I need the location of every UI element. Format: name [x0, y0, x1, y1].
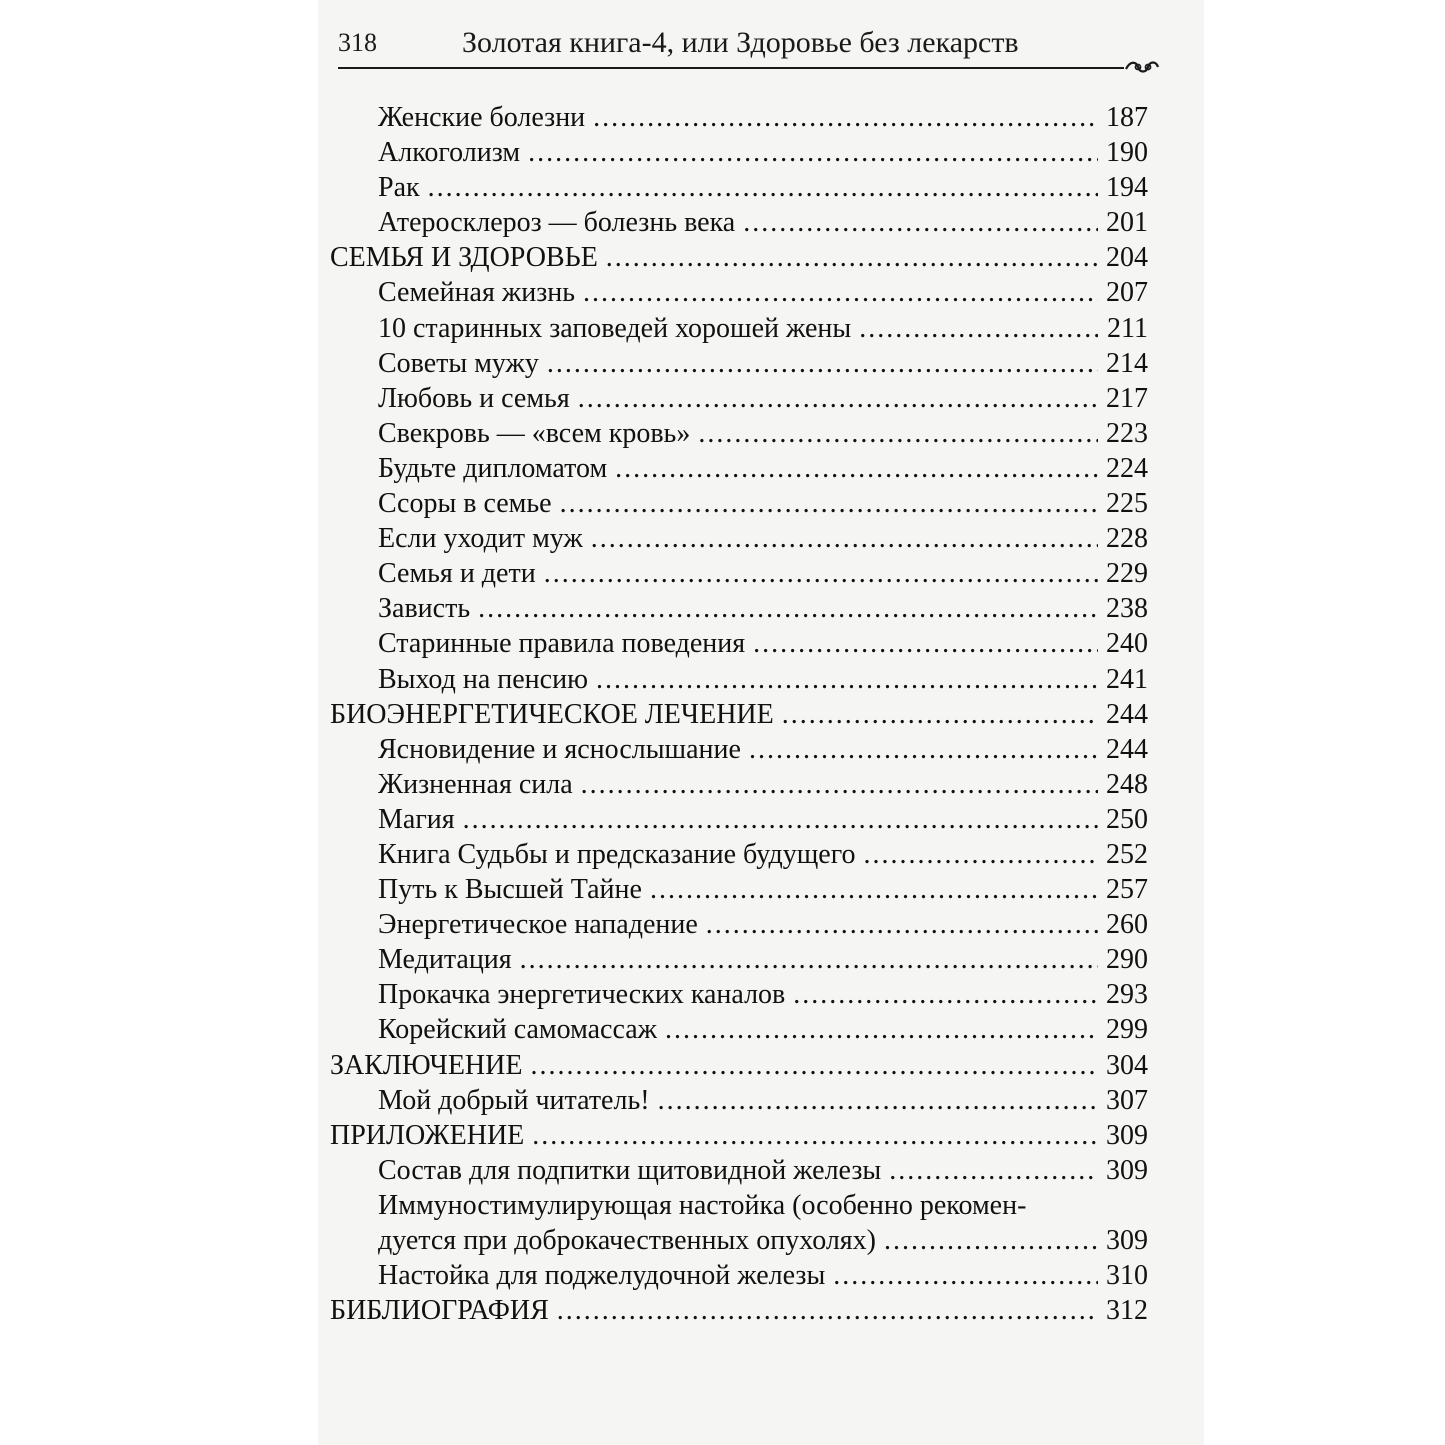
toc-page-number: 217 [1106, 382, 1148, 414]
toc-entry [330, 977, 1148, 1012]
toc-entry-title: Семья и дети [378, 558, 536, 590]
dot-leader [706, 907, 1098, 942]
dot-leader [889, 1153, 1098, 1188]
toc-entry-title: Энергетическое нападение [378, 909, 698, 941]
toc-entry-title: Ясновидение и яснослышание [378, 733, 741, 765]
dot-leader [544, 556, 1098, 591]
toc-entry-title: Ссоры в семье [378, 488, 552, 520]
header-rule [338, 67, 1124, 69]
toc-entry-wrapped-line [330, 1188, 1148, 1223]
toc-entry [330, 170, 1148, 205]
dot-leader [650, 872, 1098, 907]
toc-entry [330, 205, 1148, 240]
toc-page-number: 190 [1106, 137, 1148, 169]
dot-leader [478, 591, 1098, 626]
toc-section-title: БИОЭНЕРГЕТИЧЕСКОЕ ЛЕЧЕНИЕ [330, 698, 774, 730]
dot-leader [547, 346, 1098, 381]
toc-entry-title: Корейский самомассаж [378, 1014, 658, 1046]
toc-entry-title: Мой добрый читатель! [378, 1084, 650, 1116]
toc-entry-title: Прокачка энергетических каналов [378, 979, 786, 1011]
toc-entry [330, 275, 1148, 310]
toc-entry [330, 346, 1148, 381]
toc-entry [330, 626, 1148, 661]
dot-leader [560, 486, 1098, 521]
toc-page-number: 290 [1106, 944, 1148, 976]
toc-entry-title: Медитация [378, 944, 512, 976]
dot-leader [578, 381, 1098, 416]
dot-leader [532, 1118, 1098, 1153]
toc-page-number: 250 [1106, 803, 1148, 835]
flourish-ornament-icon [1124, 55, 1160, 77]
toc-entry [330, 1258, 1148, 1293]
toc-page-number: 187 [1106, 102, 1148, 133]
toc-page-number: 207 [1106, 277, 1148, 309]
toc-section-title: БИБЛИОГРАФИЯ [330, 1295, 549, 1327]
toc-section-title: ПРИЛОЖЕНИЕ [330, 1119, 525, 1151]
toc-entry-title: Книга Судьбы и предсказание будущего [378, 838, 856, 870]
toc-entry-title: Семейная жизнь [378, 277, 576, 309]
toc-entry-title: Магия [378, 803, 455, 835]
toc-page-number: 240 [1106, 628, 1148, 660]
toc-page-number: 304 [1106, 1049, 1148, 1081]
dot-leader [581, 767, 1098, 802]
toc-entry-title: Иммуностимулирующая настойка (особенно рекомен- [378, 1189, 1027, 1221]
toc-page-number: 309 [1106, 1154, 1148, 1186]
dot-leader [428, 170, 1098, 205]
toc-page-number: 211 [1107, 312, 1148, 344]
toc-entry-title: Старинные правила поведения [378, 628, 746, 660]
dot-leader [557, 1293, 1098, 1328]
toc-page-number: 252 [1106, 838, 1148, 870]
toc-entry [330, 1223, 1148, 1258]
toc-entry [330, 100, 1148, 135]
dot-leader [665, 1012, 1098, 1047]
toc-page-number: 309 [1106, 1119, 1148, 1151]
toc-page-number: 241 [1106, 663, 1148, 695]
toc-entry [330, 942, 1148, 977]
toc-entry [330, 872, 1148, 907]
toc-section-entry [330, 1118, 1148, 1153]
toc-page-number: 248 [1106, 768, 1148, 800]
toc-entry [330, 311, 1148, 346]
table-of-contents [330, 100, 1148, 1328]
toc-entry [330, 1153, 1148, 1188]
page-number: 318 [338, 28, 377, 57]
toc-section-title: СЕМЬЯ И ЗДОРОВЬЕ [330, 242, 598, 274]
toc-section-entry [330, 240, 1148, 275]
dot-leader [884, 1223, 1098, 1258]
toc-section-entry [330, 697, 1148, 732]
dot-leader [615, 451, 1098, 486]
toc-page-number: 260 [1106, 909, 1148, 941]
toc-entry [330, 556, 1148, 591]
toc-entry-title: 10 старинных заповедей хорошей жены [378, 312, 852, 344]
toc-page-number: 223 [1106, 417, 1148, 449]
toc-entry-title: Выход на пенсию [378, 663, 588, 695]
dot-leader [596, 662, 1098, 697]
toc-page-number: 228 [1106, 523, 1148, 555]
dot-leader [530, 1048, 1098, 1083]
toc-entry-title: Настойка для поджелудочной железы [378, 1260, 826, 1292]
toc-entry-title: дуется при доброкачественных опухолях) [378, 1225, 876, 1256]
toc-entry-title: Путь к Высшей Тайне [378, 874, 642, 906]
toc-section-title: ЗАКЛЮЧЕНИЕ [330, 1049, 523, 1081]
dot-leader [698, 416, 1098, 451]
toc-entry [330, 381, 1148, 416]
page-header [338, 26, 1158, 70]
dot-leader [593, 100, 1098, 135]
toc-page-number: 244 [1106, 698, 1148, 730]
dot-leader [583, 275, 1098, 310]
toc-entry [330, 802, 1148, 837]
toc-entry [330, 135, 1148, 170]
toc-entry-title: Зависть [378, 593, 471, 625]
running-title: Золотая книга-4, или Здоровье без лекарств [462, 26, 1019, 59]
toc-entry [330, 767, 1148, 802]
toc-page-number: 238 [1106, 593, 1148, 625]
toc-page-number: 307 [1106, 1084, 1148, 1116]
dot-leader [520, 942, 1098, 977]
dot-leader [782, 697, 1098, 732]
toc-page-number: 299 [1106, 1014, 1148, 1046]
dot-leader [606, 240, 1098, 275]
toc-entry-title: Любовь и семья [378, 382, 570, 414]
dot-leader [743, 205, 1098, 240]
toc-entry-title: Будьте дипломатом [378, 452, 608, 484]
toc-page-number: 257 [1106, 874, 1148, 906]
toc-entry-title: Женские болезни [378, 102, 586, 133]
toc-entry-title: Советы мужу [378, 347, 539, 379]
toc-entry [330, 486, 1148, 521]
toc-page-number: 229 [1106, 558, 1148, 590]
toc-entry [330, 662, 1148, 697]
toc-entry [330, 416, 1148, 451]
dot-leader [591, 521, 1098, 556]
toc-entry [330, 1083, 1148, 1118]
toc-page-number: 204 [1106, 242, 1148, 274]
dot-leader [658, 1083, 1098, 1118]
toc-section-entry [330, 1293, 1148, 1328]
toc-entry-title: Если уходит муж [378, 523, 583, 555]
toc-page-number: 194 [1106, 172, 1148, 204]
toc-entry-title: Алкоголизм [378, 137, 521, 169]
toc-entry [330, 837, 1148, 872]
toc-entry [330, 907, 1148, 942]
dot-leader [528, 135, 1098, 170]
toc-entry [330, 1012, 1148, 1047]
dot-leader [863, 837, 1098, 872]
dot-leader [749, 732, 1098, 767]
toc-entry-title: Рак [378, 172, 420, 204]
toc-page-number: 201 [1106, 207, 1148, 239]
dot-leader [753, 626, 1098, 661]
toc-page-number: 310 [1106, 1260, 1148, 1292]
toc-page-number: 244 [1106, 733, 1148, 765]
dot-leader [833, 1258, 1098, 1293]
toc-entry-title: Жизненная сила [378, 768, 573, 800]
toc-entry-title: Состав для подпитки щитовидной железы [378, 1154, 882, 1186]
dot-leader [463, 802, 1098, 837]
toc-entry-title: Атеросклероз — болезнь века [378, 207, 736, 239]
toc-page-number: 312 [1106, 1295, 1148, 1327]
toc-page-number: 225 [1106, 488, 1148, 520]
toc-page-number: 309 [1106, 1225, 1148, 1256]
toc-page-number: 224 [1106, 452, 1148, 484]
toc-entry [330, 451, 1148, 486]
toc-page-number: 214 [1106, 347, 1148, 379]
toc-entry [330, 591, 1148, 626]
toc-entry-title: Свекровь — «всем кровь» [378, 417, 691, 449]
toc-entry [330, 521, 1148, 556]
toc-page-number: 293 [1106, 979, 1148, 1011]
toc-section-entry [330, 1048, 1148, 1083]
toc-entry [330, 732, 1148, 767]
dot-leader [793, 977, 1098, 1012]
dot-leader [859, 311, 1098, 346]
